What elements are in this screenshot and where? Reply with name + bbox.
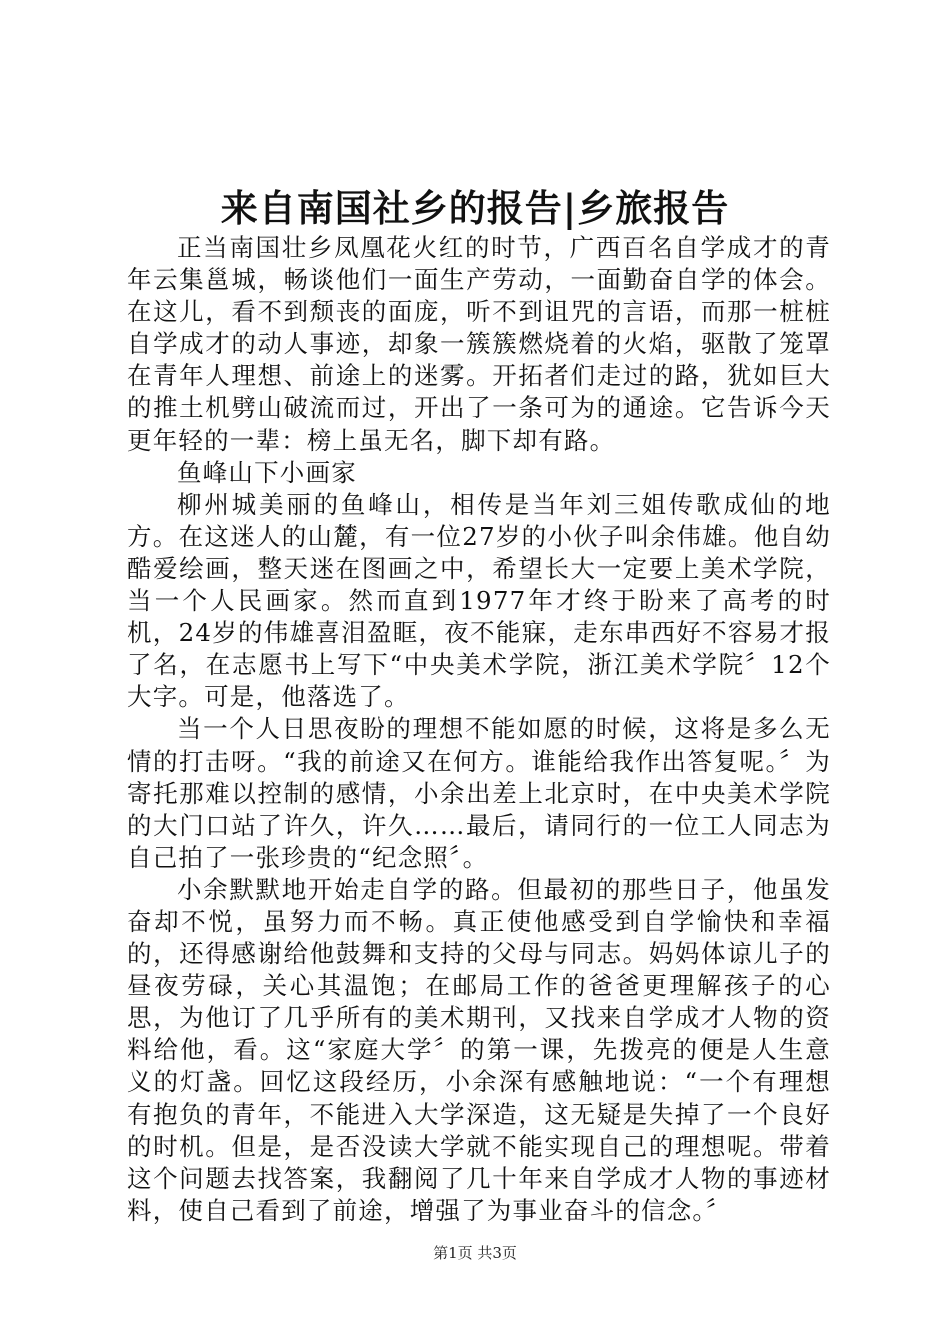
document-body xyxy=(127,232,831,1227)
page-footer: 第1页 共3页 xyxy=(433,1244,517,1262)
paragraph: 柳州城美丽的鱼峰山，相传是当年刘三姐传歌成仙的地方。在这迷人的山麓，有一位27岁的小伙子叫余伟雄。他自幼酷爱绘画，整天迷在图画之中，希望长大一定要上美术学院，当一个人民画家。然而直到1977年才终于盼来了高考的时机，24岁的伟雄喜泪盈眶，夜不能寐，走东串西好不容易才报了名，在志愿书上写下“中央美术学院，浙江美术学院〞12个大字。可是，他落选了。 xyxy=(127,489,831,712)
section-heading: 鱼峰山下小画家 xyxy=(177,457,357,487)
paragraph-intro: 正当南国壮乡凤凰花火红的时节，广西百名自学成才的青年云集邕城，畅谈他们一面生产劳动，一面勤奋自学的体会。在这儿，看不到颓丧的面庞，听不到诅咒的言语，而那一桩桩自学成才的动人事迹，却象一簇簇燃烧着的火焰，驱散了笼罩在青年人理想、前途上的迷雾。开拓者们走过的路，犹如巨大的推土机劈山破流而过，开出了一条可为的通途。它告诉今天更年轻的一辈：榜上虽无名，脚下却有路。 xyxy=(127,233,831,455)
paragraph: 当一个人日思夜盼的理想不能如愿的时候，这将是多么无情的打击呀。“我的前途又在何方。谁能给我作出答复呢。〞为寄托那难以控制的感情，小余出差上北京时，在中央美术学院的大门口站了许久，许久……最后，请同行的一位工人同志为自己拍了一张珍贵的“纪念照〞。 xyxy=(127,714,831,872)
paragraph: 小余默默地开始走自学的路。但最初的那些日子，他虽发奋却不悦，虽努力而不畅。真正使他感受到自学愉快和幸福的，还得感谢给他鼓舞和支持的父母与同志。妈妈体谅儿子的昼夜劳碌，关心其温饱；在邮局工作的爸爸更理解孩子的心思，为他订了几乎所有的美术期刊，又找来自学成才人物的资料给他，看。这“家庭大学〞的第一课，先拨亮的便是人生意义的灯盏。回忆这段经历，小余深有感触地说：“一个有理想有抱负的青年，不能进入大学深造，这无疑是失掉了一个良好的时机。但是，是否没读大学就不能实现自己的理想呢。带着这个问题去找答案，我翻阅了几十年来自学成才人物的事迹材料，使自己看到了前途，增强了为事业奋斗的信念。〞 xyxy=(127,874,831,1225)
document-title: 来自南国社乡的报告|乡旅报告 xyxy=(220,186,730,230)
